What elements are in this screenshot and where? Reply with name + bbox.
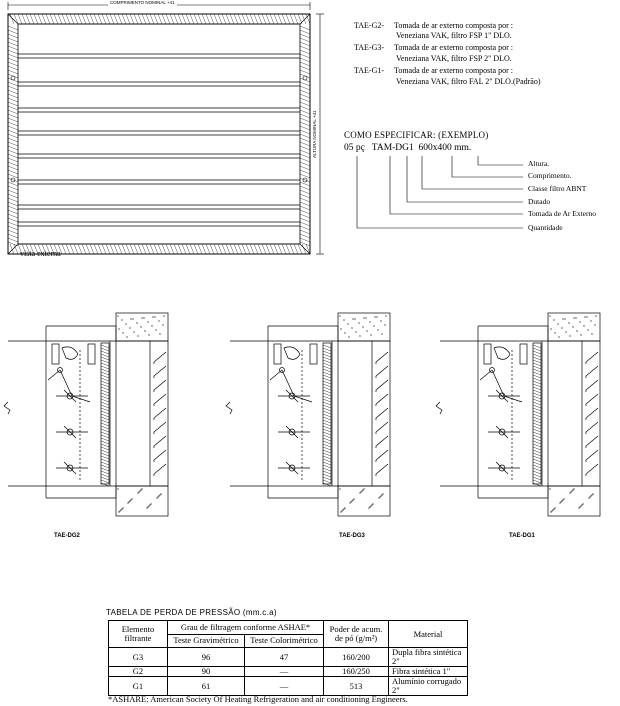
model-code: TAE-G2- — [354, 21, 385, 30]
cell-grav: 61 — [168, 677, 245, 696]
cell-color: — — [245, 667, 324, 677]
model-line2: Veneziana VAK, filtro FSP 2" DLO. — [396, 54, 512, 63]
spec-label: Altura. — [528, 159, 550, 168]
table-row — [109, 667, 468, 677]
cell-dust: 160/250 — [324, 667, 389, 677]
cell-color: — — [245, 677, 324, 696]
cell-color: 47 — [245, 648, 324, 667]
spec-label: Dutado — [528, 197, 551, 206]
cell-grav: 96 — [168, 648, 245, 667]
cell-material: Dupla fibra sintética 2" — [389, 648, 468, 667]
table-footnote: *ASHARE: American Society Of Heating Refrigeration and air conditioning Engineers. — [108, 694, 408, 704]
section-label: TAE-DG1 — [509, 533, 535, 539]
header-element: Elemento filtrante — [109, 621, 168, 648]
header-dust: Poder de acum. de pó (g/m²) — [324, 621, 389, 648]
section-drawing — [436, 313, 600, 516]
width-dimension-label: COMPRIMENTO NOMINAL +41 — [110, 0, 175, 5]
cell-element: G1 — [109, 677, 168, 696]
header-material: Material — [389, 621, 468, 648]
cell-grav: 90 — [168, 667, 245, 677]
spec-label: Classe filtro ABNT — [528, 184, 587, 193]
model-code: TAE-G1- — [354, 66, 385, 75]
section-drawing — [4, 313, 168, 516]
model-code: TAE-G3- — [354, 43, 385, 52]
model-line1: Tomada de ar externo composta por : — [394, 21, 513, 30]
model-line1: Tomada de ar externo composta por : — [394, 66, 513, 75]
section-drawing — [226, 313, 390, 516]
spec-label: Quantidade — [528, 223, 563, 232]
cell-dust: 513 — [324, 677, 389, 696]
section-label: TAE-DG2 — [54, 533, 80, 539]
view-caption: vista externa — [20, 249, 61, 258]
cell-material: Fibra sintética 1" — [389, 667, 468, 677]
header-grade: Grau de filtragem conforme ASHAE* — [168, 621, 324, 635]
spec-label: Tomada de Ar Externo — [528, 209, 596, 218]
spec-label: Comprimento. — [528, 171, 572, 180]
height-dimension-label: ALTURA NOMINAL +41 — [312, 110, 317, 158]
table-row — [109, 677, 468, 696]
cell-dust: 160/200 — [324, 648, 389, 667]
cell-element: G3 — [109, 648, 168, 667]
cell-material: Alumínio corrugado 2" — [389, 677, 468, 696]
spec-title: COMO ESPECIFICAR: (EXEMPLO) — [344, 130, 489, 140]
model-line1: Tomada de ar externo composta por : — [394, 43, 513, 52]
table-row — [109, 648, 468, 667]
pressure-loss-table — [108, 620, 468, 696]
cell-element: G2 — [109, 667, 168, 677]
header-colorimetric: Teste Colorimétrico — [245, 634, 324, 648]
model-line2: Veneziana VAK, filtro FSP 1" DLO. — [396, 31, 512, 40]
model-line2: Veneziana VAK, filtro FAL 2" DLO.(Padrão) — [396, 77, 541, 86]
table-title: TABELA DE PERDA DE PRESSÃO (mm.c.a) — [106, 608, 277, 617]
spec-example-text: 05 pç TAM-DG1 600x400 mm. — [344, 143, 472, 153]
header-gravimetric: Teste Gravimétrico — [168, 634, 245, 648]
section-label: TAE-DG3 — [339, 533, 365, 539]
